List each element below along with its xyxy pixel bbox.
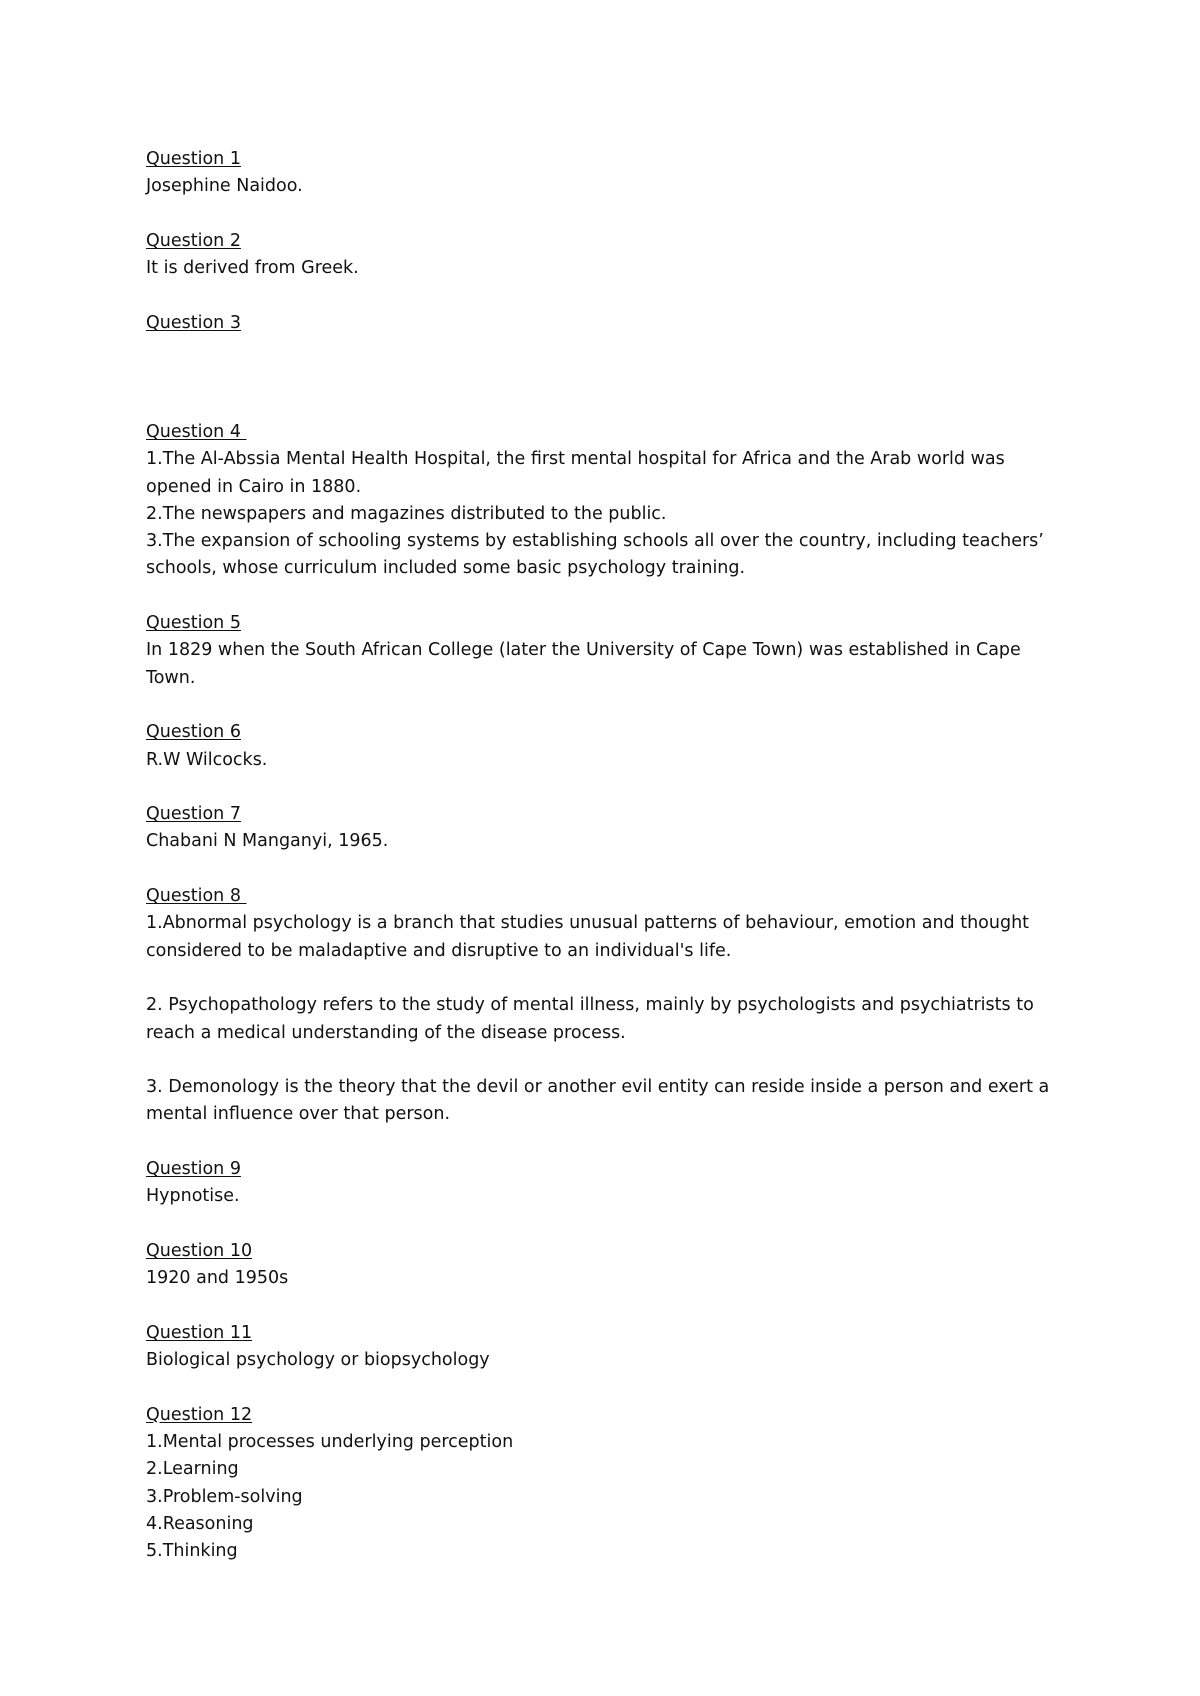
question-heading: Question 2 <box>146 230 241 251</box>
question-7 <box>146 801 1066 856</box>
question-5 <box>146 610 1066 692</box>
question-6 <box>146 719 1066 774</box>
paragraph-gap <box>146 965 1066 992</box>
question-heading: Question 7 <box>146 804 241 825</box>
answer-paragraph: 2. Psychopathology refers to the study of mental illness, mainly by psychologists and psychiatrists to reach a medical understanding of the disease process. <box>146 995 1034 1043</box>
answer-line: Josephine Naidoo. <box>146 176 303 197</box>
answer-line: Biological psychology or biopsychology <box>146 1350 490 1371</box>
blank-answer-space <box>146 337 1066 392</box>
question-8 <box>146 883 1066 1129</box>
question-heading: Question 1 <box>146 149 241 169</box>
answer-line: 5.Thinking <box>146 1541 238 1562</box>
answer-line: Chabani N Manganyi, 1965. <box>146 831 389 852</box>
answer-line: 1920 and 1950s <box>146 1268 289 1289</box>
answer-line: 3.Problem-solving <box>146 1486 303 1507</box>
question-heading: Question 3 <box>146 312 241 333</box>
answer-line: In 1829 when the South African College (later the University of Cape Town) was established in Cape Town. <box>146 640 1021 688</box>
answer-line: R.W Wilcocks. <box>146 749 268 770</box>
answer-paragraph: 3. Demonology is the theory that the devil or another evil entity can reside inside a person and exert a mental influence over that person. <box>146 1077 1050 1125</box>
question-heading: Question 12 <box>146 1404 253 1425</box>
question-1 <box>146 146 1066 201</box>
answer-paragraph: 1.Abnormal psychology is a branch that studies unusual patterns of behaviour, emotion and thought considered to be maladaptive and disruptive to an individual's life. <box>146 913 1030 961</box>
question-3 <box>146 310 1066 392</box>
question-4 <box>146 419 1066 583</box>
answer-line: Hypnotise. <box>146 1186 240 1207</box>
paragraph-gap <box>146 1047 1066 1074</box>
question-9 <box>146 1156 1066 1211</box>
question-heading: Question 11 <box>146 1322 253 1343</box>
question-heading: Question 4 <box>146 421 247 442</box>
answer-line: It is derived from Greek. <box>146 258 359 279</box>
question-heading: Question 8 <box>146 886 247 907</box>
question-heading: Question 9 <box>146 1158 241 1179</box>
answer-line: 4.Reasoning <box>146 1513 254 1534</box>
answer-line: 1.Mental processes underlying perception <box>146 1431 514 1452</box>
question-heading: Question 6 <box>146 722 241 743</box>
question-10 <box>146 1238 1066 1293</box>
answer-line: 2.Learning <box>146 1459 239 1480</box>
question-heading: Question 10 <box>146 1240 253 1261</box>
question-2 <box>146 228 1066 283</box>
document-page <box>146 146 1066 1593</box>
question-heading: Question 5 <box>146 613 241 634</box>
answer-line: 3.The expansion of schooling systems by establishing schools all over the country, including teachers’ schools, whose curriculum included some basic psychology training. <box>146 531 1044 579</box>
answer-line: 1.The Al-Abssia Mental Health Hospital, the first mental hospital for Africa and the Arab world was opened in Cairo in 1880. <box>146 449 1005 497</box>
question-11 <box>146 1320 1066 1375</box>
answer-line: 2.The newspapers and magazines distributed to the public. <box>146 503 667 524</box>
question-12 <box>146 1402 1066 1566</box>
